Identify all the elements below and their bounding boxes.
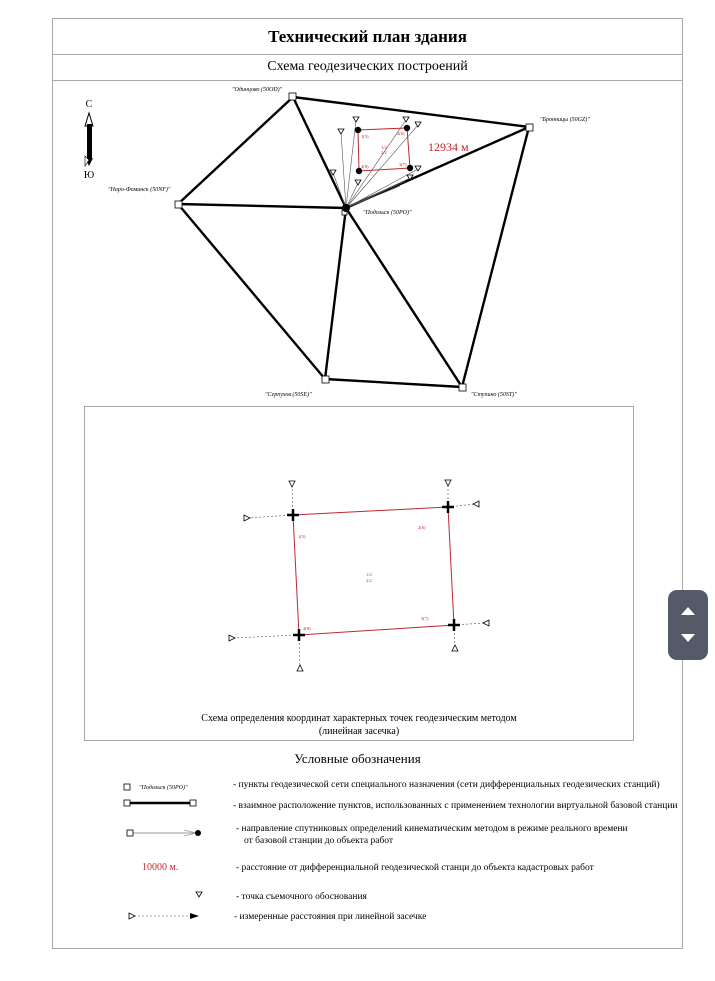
station-label-bronnitsy: "Бронницы (50GZ)": [540, 117, 590, 123]
station-marker-naro: [175, 201, 182, 208]
legend-item-distance: - расстояние от дифференциальной геодезической станци до объекта кадастровых работ: [236, 863, 594, 873]
svg-text:1/2: 1/2: [366, 572, 372, 577]
line-se-st: [325, 379, 462, 387]
page-title: Технический план здания: [268, 26, 467, 46]
legend-measured-distance-icon: [129, 913, 199, 919]
svg-text:2/2: 2/2: [381, 150, 387, 155]
line-po-st: [346, 208, 462, 387]
compass-south-label: Ю: [83, 170, 95, 181]
svg-text:1/2: 1/2: [381, 145, 387, 150]
chevron-up-icon: [681, 607, 695, 615]
line-nf-po: [178, 204, 346, 208]
station-marker-stupino: [459, 384, 466, 391]
station-marker-odintsovo: [289, 93, 296, 100]
svg-text:1(5): 1(5): [298, 534, 306, 539]
station-label-podolsk: "Подольск (50PO)": [363, 210, 412, 216]
station-label-stupino: "Ступино (50ST)": [471, 392, 517, 398]
legend-item-measured-distances: - измеренные расстояния при линейной засечке: [234, 912, 427, 922]
line-po-se: [325, 208, 346, 379]
intersection-scheme: [84, 406, 634, 741]
legend-satellite-direction-icon: [127, 830, 201, 836]
distance-label: 12934 м: [428, 140, 469, 154]
chevron-down-icon: [681, 634, 695, 642]
svg-text:2(6): 2(6): [397, 131, 405, 136]
svg-text:4(8): 4(8): [361, 164, 369, 169]
caption-line-2: (линейная засечка): [318, 726, 400, 737]
line-od-po: [293, 97, 346, 208]
legend-title: Условные обозначения: [294, 751, 421, 766]
page-subtitle: Схема геодезических построений: [267, 59, 468, 74]
station-label-serpukhov: "Серпухов (50SE)": [265, 392, 312, 398]
svg-text:3(7): 3(7): [421, 616, 429, 621]
object-outline-detail: [293, 507, 454, 635]
legend-item-satellite-direction: - направление спутниковых определений кинематическим методом в режиме реального времени: [236, 824, 628, 834]
scroll-up-button[interactable]: [668, 596, 708, 626]
line-gz-st: [462, 127, 529, 387]
legend-distance-sample: 10000 м.: [142, 862, 179, 873]
svg-text:2/2: 2/2: [366, 578, 372, 583]
svg-text:2(6): 2(6): [418, 525, 426, 530]
station-label-naro: "Наро-Фоминск (50NF)": [108, 187, 171, 193]
caption-line-1: Схема определения координат характерных точек геодезическим методом: [201, 713, 517, 724]
podolsk-base-point: [342, 204, 350, 212]
svg-text:3(7): 3(7): [399, 162, 407, 167]
network-scheme: [0, 0, 715, 405]
survey-station-markers: [229, 480, 489, 671]
legend-station-icon: [124, 784, 130, 790]
station-marker-bronnitsy: [526, 124, 533, 131]
legend-item-satellite-direction-cont: от базовой станции до объекта работ: [244, 836, 394, 846]
vertex-markers: [287, 501, 460, 641]
intersection-drawing: [85, 407, 635, 707]
intersection-caption: [85, 712, 633, 738]
line-od-nf: [178, 97, 293, 204]
compass-north-label: С: [85, 99, 93, 110]
compass-icon: [85, 113, 93, 166]
line-od-gz: [293, 97, 529, 127]
station-label-odintsovo: "Одинцово (50OD)": [232, 87, 283, 93]
scroll-down-button[interactable]: [668, 623, 708, 653]
legend-station-label: "Подольск (50PO)": [139, 785, 188, 791]
line-nf-se: [178, 204, 325, 379]
svg-text:4(8): 4(8): [303, 626, 311, 631]
page-scroll-control: [668, 590, 708, 660]
legend-survey-point-icon: [196, 892, 202, 897]
legend-item-network: - взаимное расположение пунктов, использованных с применением технологии виртуальной базовой станции: [233, 801, 678, 811]
point-labels: [298, 525, 429, 631]
station-marker-serpukhov: [322, 376, 329, 383]
legend-item-stations: - пункты геодезической сети специального назначения (сети дифференциальных геодезических станций): [233, 780, 660, 790]
legend-network-line-icon: [124, 800, 196, 806]
legend-item-survey-point: - точка съемочного обоснования: [236, 892, 367, 902]
object-point-labels: [361, 131, 407, 169]
svg-text:1(5): 1(5): [361, 134, 369, 139]
legend-symbols: [0, 775, 260, 925]
